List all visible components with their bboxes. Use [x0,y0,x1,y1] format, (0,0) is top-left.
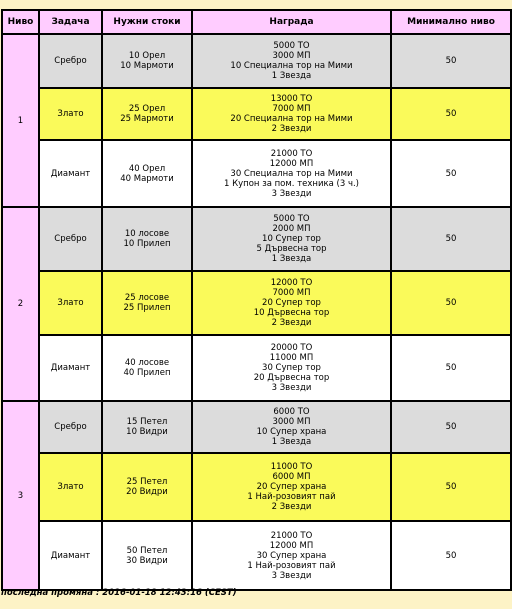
level-cell: 2 [2,207,39,401]
reward-line: 3000 МП [272,51,311,61]
stock-line: 10 лосове [124,229,170,239]
min-level-cell: 50 [391,453,511,521]
header-reward: Награда [192,10,391,34]
reward-line: 1 Звезда [271,437,312,447]
reward-line: 20 Специална тор на Мими [230,114,353,124]
reward-line: 12000 ТО [270,278,313,288]
reward-line: 1 Купон за пом. техника (3 ч.) [224,178,359,189]
level-cell: 3 [2,401,39,590]
task-cell: Сребро [39,34,102,88]
min-level-cell: 50 [391,521,511,590]
reward-line: 20 Супер тор [262,298,321,308]
table-row [2,335,511,401]
table-row [2,521,511,590]
reward-cell [192,453,391,521]
stock-cell [102,521,192,590]
reward-cell [192,271,391,335]
stock-line: 10 Видри [126,427,168,437]
reward-cell [192,140,391,207]
reward-line: 2 Звезди [271,124,312,134]
stock-line: 10 Прилеп [123,239,171,249]
min-level-cell: 50 [391,88,511,140]
table-row [2,207,511,271]
reward-line: 2 Звезди [271,318,312,328]
min-level-cell: 50 [391,207,511,271]
reward-cell [192,335,391,401]
reward-line: 20 Супер храна [256,482,327,492]
stock-cell [102,207,192,271]
stock-line: 15 Петел [126,417,168,427]
reward-line: 30 Супер храна [256,550,327,561]
reward-line: 10 Супер храна [256,427,327,437]
reward-line: 6000 ТО [273,407,310,417]
quest-table [1,9,512,591]
task-cell: Сребро [39,207,102,271]
reward-cell [192,207,391,271]
stock-line: 25 Орел [128,104,166,114]
stock-cell [102,401,192,453]
reward-cell [192,521,391,590]
table-body [2,34,511,590]
task-cell: Злато [39,453,102,521]
reward-line: 5000 ТО [273,214,310,224]
stock-line: 10 Мармоти [120,61,174,71]
reward-line: 11000 МП [269,353,314,363]
task-cell: Диамант [39,140,102,207]
stock-cell [102,271,192,335]
reward-line: 2000 МП [272,224,311,234]
header-level: Ниво [2,10,39,34]
stock-line: 40 Прилеп [123,368,171,378]
min-level-cell: 50 [391,140,511,207]
stock-cell [102,34,192,88]
stock-line: 40 лосове [124,358,170,368]
reward-line: 6000 МП [272,472,311,482]
stock-line: 25 лосове [124,293,170,303]
stock-line: 40 Орел [128,163,166,174]
reward-line: 5 Дървесна тор [256,244,327,254]
stock-line: 25 Прилеп [123,303,171,313]
header-stock: Нужни стоки [102,10,192,34]
stock-line: 30 Видри [126,555,168,566]
header-min-level: Минимално ниво [391,10,511,34]
level-cell: 1 [2,34,39,207]
table-row [2,271,511,335]
reward-line: 2 Звезди [271,502,312,512]
reward-line: 1 Най-розовият пай [247,492,336,502]
stock-cell [102,335,192,401]
stock-cell [102,453,192,521]
reward-line: 7000 МП [272,104,311,114]
reward-line: 10 Дървесна тор [253,308,330,318]
reward-line: 30 Специална тор на Мими [230,168,353,179]
table-row [2,88,511,140]
stock-line: 20 Видри [126,487,168,497]
reward-line: 3000 МП [272,417,311,427]
reward-line: 7000 МП [272,288,311,298]
task-cell: Злато [39,88,102,140]
reward-line: 20 Дървесна тор [253,373,330,383]
header-row [2,10,511,34]
stock-cell [102,88,192,140]
task-cell: Злато [39,271,102,335]
last-modified-footer: последна промяна : 2016-01-18 12:43:16 (CEST) [1,588,237,598]
task-cell: Диамант [39,521,102,590]
reward-line: 12000 МП [269,540,314,551]
reward-line: 3 Звезди [271,188,312,199]
reward-cell [192,34,391,88]
table-row [2,140,511,207]
reward-cell [192,88,391,140]
table-row [2,453,511,521]
header-task: Задача [39,10,102,34]
reward-line: 30 Супер тор [262,363,321,373]
reward-line: 21000 ТО [270,148,313,159]
reward-line: 3 Звезди [271,570,312,581]
reward-line: 3 Звезди [271,383,312,393]
min-level-cell: 50 [391,34,511,88]
stock-line: 25 Мармоти [120,114,174,124]
stock-line: 40 Мармоти [120,173,174,184]
reward-line: 13000 ТО [270,94,313,104]
reward-line: 21000 ТО [270,530,313,541]
task-cell: Диамант [39,335,102,401]
stock-line: 25 Петел [126,477,168,487]
reward-line: 1 Най-розовият пай [247,560,336,571]
reward-line: 1 Звезда [271,71,312,81]
reward-line: 11000 ТО [270,462,313,472]
reward-line: 5000 ТО [273,41,310,51]
stock-line: 50 Петел [126,545,168,556]
table-row [2,401,511,453]
reward-line: 1 Звезда [271,254,312,264]
reward-cell [192,401,391,453]
reward-line: 12000 МП [269,158,314,169]
reward-line: 10 Специална тор на Мими [230,61,353,71]
min-level-cell: 50 [391,271,511,335]
stock-line: 10 Орел [128,51,166,61]
table-row [2,34,511,88]
reward-line: 20000 ТО [270,343,313,353]
stock-cell [102,140,192,207]
reward-line: 10 Супер тор [262,234,321,244]
min-level-cell: 50 [391,335,511,401]
min-level-cell: 50 [391,401,511,453]
task-cell: Сребро [39,401,102,453]
